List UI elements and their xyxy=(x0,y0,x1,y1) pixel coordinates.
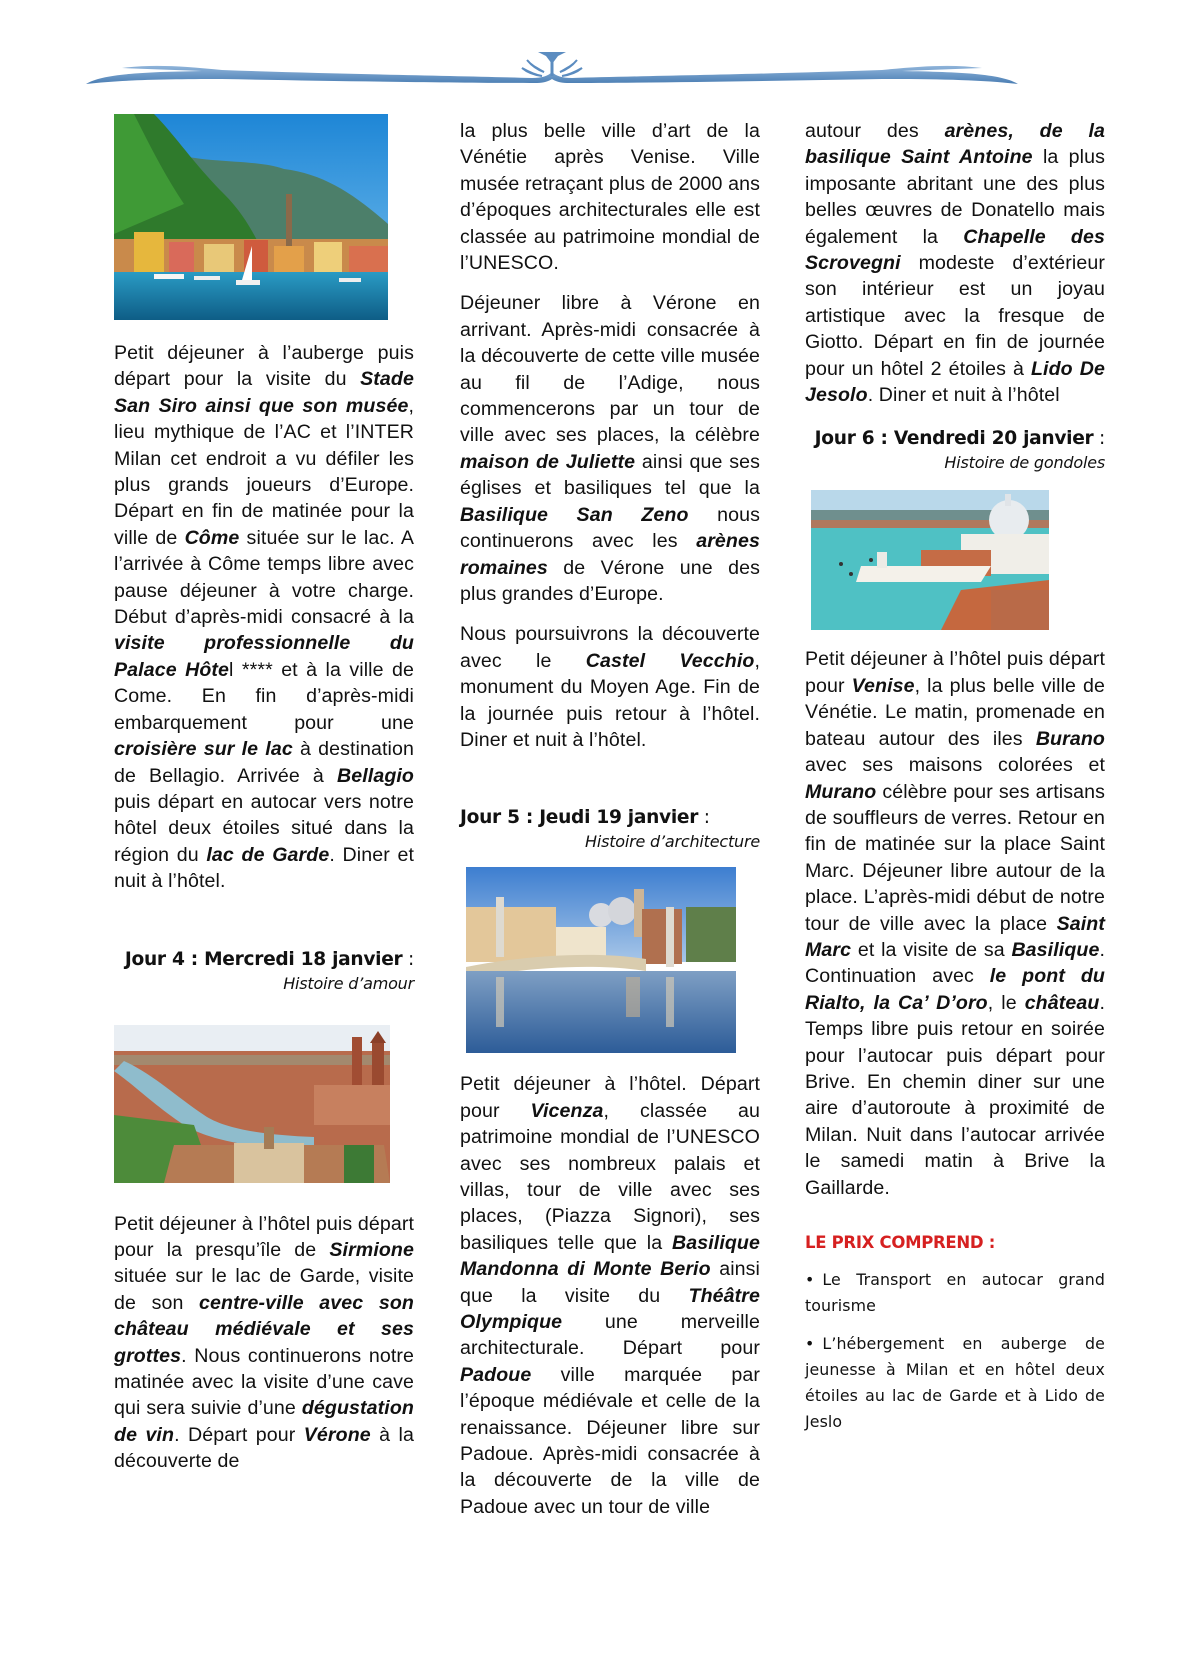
highlight-text: Bellagio xyxy=(336,764,414,787)
body-text: puis départ en autocar vers notre hôtel deux étoiles situé dans la région du xyxy=(114,790,414,866)
highlight-text: Murano xyxy=(805,780,877,803)
verona-photo xyxy=(114,1025,390,1183)
highlight-text: dégustation de vin xyxy=(114,1397,414,1446)
highlight-text: Côme xyxy=(184,526,240,549)
highlight-text: Basilique Mandonna di Monte Berio xyxy=(460,1231,760,1281)
body-text: la plus imposante abritant une des plus belles œuvres de Donatello mais également la xyxy=(805,146,1105,248)
body-text: une merveille architecturale. Départ pour xyxy=(460,1311,760,1360)
day5-heading xyxy=(460,805,760,831)
body-text: avec ses maisons colorées et xyxy=(805,754,1105,777)
day4-title: Jour 4 : Mercredi 18 janvier xyxy=(124,948,403,970)
day6-title: Jour 6 : Vendredi 20 janvier xyxy=(814,428,1094,450)
column-2 xyxy=(460,118,760,1520)
body-text: , le xyxy=(987,991,1025,1014)
column-3 xyxy=(805,118,1105,1435)
highlight-text: arènes romaines xyxy=(460,530,760,579)
highlight-text: Lido De Jesolo xyxy=(805,357,1105,407)
body-text: Petit déjeuner à l’hôtel. Départ pour xyxy=(460,1073,760,1122)
body-text: et la visite de sa xyxy=(851,938,1012,961)
body-text: . Temps libre puis retour en soirée pour l’autocar puis départ pour Brive. En chemin diner sur une aire d’autoroute à proximité de Milan. Nuit dans l’autocar arrivée le samedi matin à Brive la Gaillarde. xyxy=(805,991,1105,1199)
day5-paragraph xyxy=(460,1071,760,1520)
highlight-text: Padoue xyxy=(460,1363,532,1386)
body-text: à la découverte de xyxy=(114,1423,414,1473)
body-text: . Diner et nuit à l’hôtel. xyxy=(114,843,414,893)
verona-afternoon-paragraph xyxy=(460,290,760,607)
body-text: . Diner et nuit à l’hôtel xyxy=(867,384,1060,407)
venice-photo xyxy=(811,490,1049,630)
day4-paragraph xyxy=(114,1211,414,1475)
verona-intro-paragraph xyxy=(460,118,760,276)
highlight-text: Basilique San Zeno xyxy=(460,503,689,526)
day5-colon: : xyxy=(698,807,710,829)
day4-colon: : xyxy=(402,948,414,970)
body-text: , la plus belle ville de Vénétie. Le matin, promenade en bateau autour des iles xyxy=(805,674,1105,750)
highlight-text: centre-ville avec son château médiévale et ses grottes xyxy=(114,1291,414,1367)
price-includes-title: LE PRIX COMPREND : xyxy=(805,1233,996,1252)
body-text: , lieu mythique de l’AC et l’INTER Milan cet endroit a vu défiler les plus grands joueurs d’Europe. Départ en fin de matinée pour la ville de xyxy=(114,394,414,549)
body-text: l **** et à la ville de Come. En fin d’après-midi embarquement pour une xyxy=(114,658,415,734)
body-text: ville marquée par l’époque médiévale et celle de la renaissance. Déjeuner libre sur Padoue. Après-midi consacrée à la découverte de la ville de Padoue avec un tour de ville xyxy=(460,1363,760,1518)
body-text: ainsi que ses églises et basiliques tel que la xyxy=(460,450,761,500)
highlight-text: croisière sur le lac xyxy=(114,738,293,761)
body-text: Déjeuner libre à Vérone en arrivant. Après-midi consacrée à la découverte de cette ville musée au fil de l’Adige, nous commencerons par un tour de ville avec ses places, la célèbre xyxy=(460,292,760,447)
body-text: célèbre pour ses artisans de souffleurs de verres. Retour en fin de matinée sur la place Saint Marc. Déjeuner libre autour de la place. L’après-midi début de notre tour de ville avec la place xyxy=(805,780,1105,935)
body-text: Petit déjeuner à l’hôtel puis départ pour la presqu’île de xyxy=(114,1212,414,1261)
day4-subtitle: Histoire d’amour xyxy=(283,973,414,993)
body-text: . Nous continuerons notre matinée avec la visite d’une cave qui sera suivie d’une xyxy=(114,1344,414,1420)
day5-title: Jour 5 : Jeudi 19 janvier xyxy=(460,807,699,829)
body-text: située sur le lac. A l’arrivée à Côme temps libre avec pause déjeuner à votre charge. Début d’après-midi consacré à la xyxy=(114,526,414,629)
highlight-text: Burano xyxy=(1035,727,1105,750)
day5-subtitle: Histoire d’architecture xyxy=(585,832,760,852)
highlight-text: Chapelle des Scrovegni xyxy=(805,225,1105,275)
body-text: . Départ pour xyxy=(174,1423,304,1446)
day6-heading xyxy=(805,426,1105,452)
highlight-text: visite professionnelle du Palace Hôte xyxy=(114,632,414,681)
day3-paragraph xyxy=(114,340,414,895)
bullet-icon: • xyxy=(805,1334,815,1353)
bullet-icon: • xyxy=(805,1270,815,1289)
highlight-text: Stade San Siro ainsi que son musée xyxy=(114,368,414,417)
price-item-text: L’hébergement en auberge de jeunesse à Milan et en hôtel deux étoiles au lac de Garde et à Lido de Jeslo xyxy=(805,1334,1105,1431)
body-text: . Continuation avec xyxy=(805,938,1105,988)
day6-paragraph xyxy=(805,646,1105,1201)
lake-como-photo xyxy=(114,114,388,320)
highlight-text: Saint Marc xyxy=(805,912,1105,961)
highlight-text: Vérone xyxy=(303,1423,371,1446)
highlight-text: le pont du Rialto, la Ca’ D’oro xyxy=(805,965,1105,1014)
body-text: autour des xyxy=(805,120,945,142)
price-item xyxy=(805,1331,1105,1435)
body-text: nous continuerons avec les xyxy=(460,503,760,553)
highlight-text: Castel Vecchio xyxy=(585,649,755,672)
day6-colon: : xyxy=(1093,428,1105,450)
padua-paragraph xyxy=(805,118,1105,408)
column-1 xyxy=(114,118,414,1475)
highlight-text: Vicenza xyxy=(530,1099,604,1122)
highlight-text: arènes, de la basilique Saint Antoine xyxy=(805,120,1105,169)
day6-subtitle: Histoire de gondoles xyxy=(944,453,1105,473)
price-item xyxy=(805,1267,1105,1319)
price-item-text: Le Transport en autocar grand tourisme xyxy=(805,1270,1105,1315)
body-text: , monument du Moyen Age. Fin de la journée puis retour à l’hôtel. Diner et nuit à l’hôtel. xyxy=(460,649,760,751)
highlight-text: maison de Juliette xyxy=(460,450,636,473)
body-text: Petit déjeuner à l’hôtel puis départ pour xyxy=(805,648,1105,697)
body-text: située sur le lac de Garde, visite de son xyxy=(114,1265,414,1314)
body-text: Nous poursuivrons la découverte avec le xyxy=(460,623,760,672)
highlight-text: Théâtre Olympique xyxy=(460,1284,760,1333)
body-text: Petit déjeuner à l’auberge puis départ pour la visite du xyxy=(114,342,414,391)
day4-heading xyxy=(114,947,414,973)
highlight-text: Venise xyxy=(851,674,915,697)
castel-vecchio-paragraph xyxy=(460,621,760,753)
body-text: la plus belle ville d’art de la Vénétie après Venise. Ville musée retraçant plus de 2000 ans d’époques architecturales elle est classée au patrimoine mondial de l’UNESCO. xyxy=(460,120,760,275)
decorative-flourish-icon xyxy=(82,44,1022,92)
highlight-text: lac de Garde xyxy=(206,843,330,866)
highlight-text: Basilique xyxy=(1011,938,1100,961)
body-text: modeste d’extérieur son intérieur est un joyau artistique avec la fresque de Giotto. Départ en fin de journée pour un hôtel 2 étoiles à xyxy=(805,252,1105,380)
highlight-text: château xyxy=(1024,991,1100,1014)
padua-photo xyxy=(466,867,736,1053)
body-text: de Vérone une des plus grandes d’Europe. xyxy=(460,556,760,605)
body-text: à destination de Bellagio. Arrivée à xyxy=(114,738,414,787)
highlight-text: Sirmione xyxy=(329,1238,414,1261)
body-text: ainsi que la visite du xyxy=(460,1258,760,1307)
body-text: , classée au patrimoine mondial de l’UNESCO avec ses nombreux palais et villas, tour de ville avec ses places, (Piazza Signori), ses basiliques telle que la xyxy=(460,1099,760,1254)
